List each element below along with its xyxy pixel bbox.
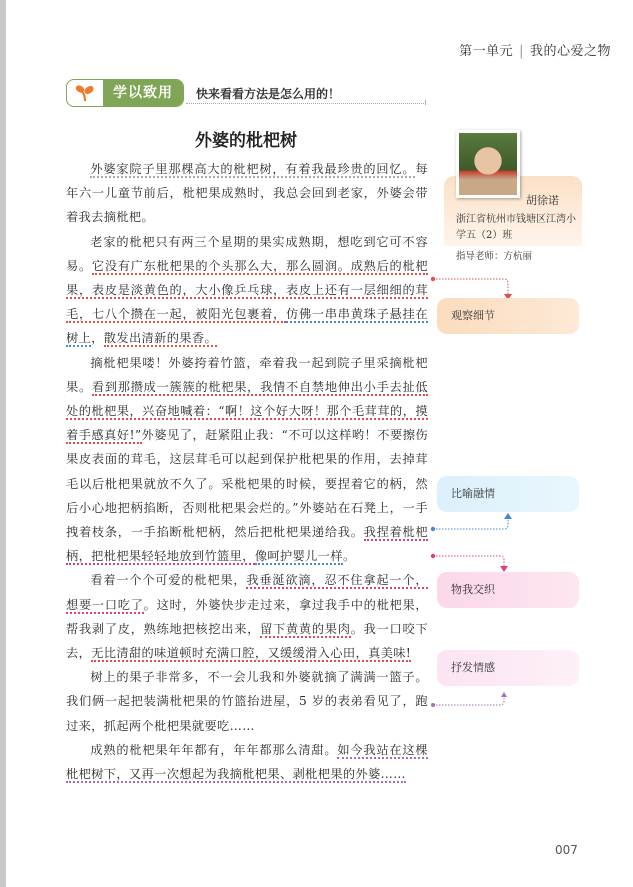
header-separator: | bbox=[519, 44, 524, 59]
article-paragraph bbox=[66, 230, 428, 351]
connector-metaphor bbox=[430, 512, 520, 534]
highlighted-phrase: 我捏着枇杷柄，把枇杷果轻轻地放到竹篮里， bbox=[66, 525, 429, 564]
text-run: 。我一口咬下去， bbox=[66, 621, 428, 661]
page-edge bbox=[0, 0, 6, 887]
annotation-observe-detail: 观察细节 bbox=[437, 298, 579, 334]
teacher-label: 指导老师： bbox=[456, 251, 504, 262]
text-run: 外婆见了，赶紧阻止我：“不可以这样哟！不要擦伤果皮表面的茸毛，这层茸毛可以起到保护枇杷果的作用，去掉茸毛以后枇杷果就放不久了。采枇杷果的时候，要捏着它的柄，然后小心地把柄掐断，否则枇杷果会烂的。”外婆站在石凳上，一手拽着枝条，一手掐断枇杷柄，然后把枇杷果递给我。 bbox=[66, 428, 428, 540]
article-paragraph bbox=[66, 738, 428, 786]
highlighted-phrase: 仿佛一串串黄珠子悬挂在树上 bbox=[66, 307, 428, 346]
highlighted-phrase: 像呵护婴儿一样 bbox=[254, 549, 343, 564]
section-tag bbox=[66, 79, 184, 107]
text-run: 每年六一儿童节前后，枇杷果成熟时，我总会回到老家，外婆会带着我去摘枇杷。 bbox=[66, 162, 428, 225]
section-tag-label: 学以致用 bbox=[103, 80, 183, 106]
highlighted-phrase: 留下黄黄的果肉 bbox=[260, 621, 351, 636]
text-run: 成熟的枇杷果年年都有，年年都那么清甜。 bbox=[90, 742, 338, 757]
article-paragraph bbox=[66, 665, 428, 738]
page-number: 007 bbox=[555, 843, 578, 857]
highlighted-phrase: 我垂涎欲滴，忍不住拿起一个，想要一口吃了 bbox=[66, 573, 428, 612]
banner-divider bbox=[186, 103, 426, 104]
unit-title: 我的心爱之物 bbox=[529, 44, 611, 59]
text-run: 树上的果子非常多，不一会儿我和外婆就摘了满满一篮子。我们俩一起把装满枇杷果的竹篮抬进屋，5 岁的表弟看见了，跑过来，抓起两个枇杷果就要吃…… bbox=[66, 670, 428, 733]
article-title: 外婆的枇杷树 bbox=[195, 131, 297, 151]
connector-emotion bbox=[430, 690, 520, 712]
highlighted-phrase: 外婆家院子里那棵高大的枇杷树，有着我最珍贵的回忆。 bbox=[90, 162, 416, 176]
annotation-blend: 物我交织 bbox=[437, 572, 579, 608]
article-body bbox=[66, 157, 428, 786]
text-run: ， bbox=[91, 331, 104, 346]
text-run: 。 bbox=[342, 549, 356, 564]
text-run: 摘枇杷果喽！外婆挎着竹篮，牵着我一起到院子里采摘枇杷果。 bbox=[66, 355, 428, 394]
highlighted-phrase: 如今我站在这棵枇杷树下，又再一次想起为我摘枇杷果、剥枇杷果的外婆…… bbox=[66, 742, 428, 782]
highlighted-phrase: 散发出清新的果香。 bbox=[103, 331, 218, 346]
text-run: 看着一个个可爱的枇杷果， bbox=[90, 573, 247, 588]
author-photo bbox=[456, 130, 520, 198]
highlighted-phrase: 无比清甜的味道顿时充满口腔，又缓缓滑入心田，真美味! bbox=[91, 646, 412, 661]
author-name: 胡徐诺 bbox=[526, 194, 559, 207]
page-header bbox=[459, 40, 611, 59]
highlighted-phrase: 它没有广东枇杷果的个头那么大，那么圆润。成熟后的枇杷果，表皮是淡黄色的，大小像乒乓球，表皮上还有一层细细的茸毛，七八个攒在一起，被阳光包裹着， bbox=[66, 258, 428, 322]
article-paragraph bbox=[66, 351, 428, 569]
text-run: 老家的枇杷只有两三个星期的果实成熟期，想吃到它可不容易。 bbox=[66, 234, 428, 273]
teacher-name: 方杭丽 bbox=[503, 251, 533, 262]
sprout-icon bbox=[67, 80, 103, 106]
unit-label: 第一单元 bbox=[459, 44, 514, 59]
author-school: 浙江省杭州市钱塘区江湾小学五（2）班 bbox=[456, 214, 576, 241]
article-paragraph bbox=[66, 568, 428, 665]
author-card bbox=[438, 128, 580, 240]
teacher-credit bbox=[456, 248, 532, 262]
text-run: 。这时，外婆快步走过来，拿过我手中的枇杷果，帮我剥了皮，熟练地把核挖出来， bbox=[66, 597, 428, 636]
highlighted-phrase: 看到那攒成一簇簇的枇杷果，我情不自禁地伸出小手去扯低处的枇杷果，兴奋地喊着：“啊！这个好大呀！那个毛茸茸的，摸着手感真好!” bbox=[66, 379, 428, 443]
article-paragraph bbox=[66, 157, 428, 230]
annotation-metaphor: 比喻融情 bbox=[437, 476, 579, 512]
connector-blend bbox=[430, 552, 520, 574]
annotation-express-emotion: 抒发情感 bbox=[437, 650, 579, 686]
section-slogan: 快来看看方法是怎么用的！ bbox=[196, 86, 341, 101]
